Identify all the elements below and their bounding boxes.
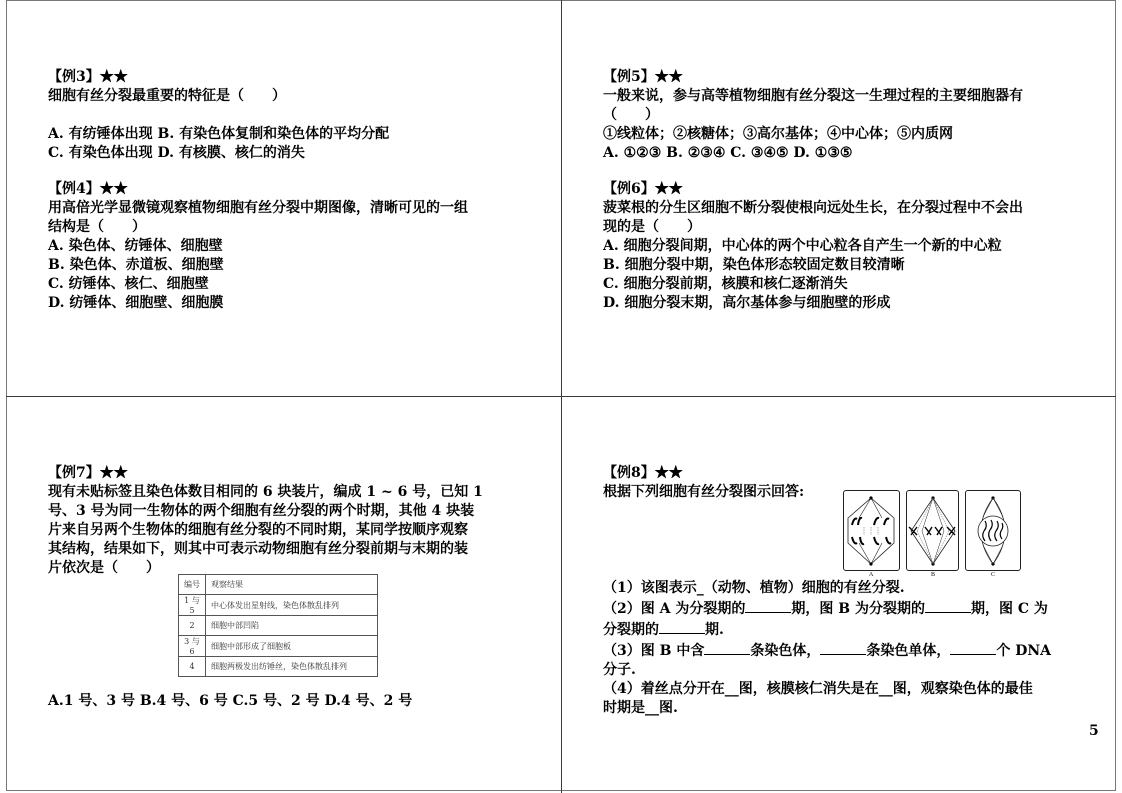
question-text: 现有未贴标签且染色体数目相同的 6 块装片，编成 1 ~ 6 号，已知 1 <box>48 484 483 500</box>
difficulty-stars: ★★ <box>99 465 128 481</box>
organelle-list: ①线粒体；②核糖体；③高尔基体；④中心体；⑤内质网 <box>603 126 953 142</box>
table-cell: 细胞中部形成了细胞板 <box>206 636 378 657</box>
table-cell: 中心体发出星射线，染色体散乱排列 <box>206 595 378 616</box>
options-line: A. 有纺锤体出现 B. 有染色体复制和染色体的平均分配 <box>48 126 390 142</box>
question-text: 片来自另两个生物体的细胞有丝分裂的不同时期，某同学按顺序观察 <box>48 522 468 538</box>
option-b: B. 细胞分裂中期，染色体形态较固定数目较清晰 <box>603 257 905 273</box>
difficulty-stars: ★★ <box>654 69 683 85</box>
options-line: A. ①②③ B. ②③④ C. ③④⑤ D. ①③⑤ <box>603 145 853 161</box>
example-7-answers: A.1 号、3 号 B.4 号、6 号 C.5 号、2 号 D.4 号、2 号 <box>48 693 413 709</box>
text: 期，图 C 为 <box>970 601 1048 617</box>
text: 条染色体， <box>750 643 821 659</box>
example-6 <box>603 180 1023 313</box>
option-b: B. 染色体、赤道板、细胞壁 <box>48 257 224 273</box>
example-label: 【例3】 <box>48 69 100 85</box>
example-label: 【例8】 <box>603 465 655 481</box>
option-a: A. 细胞分裂间期，中心体的两个中心粒各自产生一个新的中心粒 <box>603 238 1002 254</box>
answer-blank[interactable] <box>925 598 971 613</box>
options-line: C. 有染色体出现 D. 有核膜、核仁的消失 <box>48 145 305 161</box>
difficulty-stars: ★★ <box>99 69 128 85</box>
example-7-heading <box>48 464 483 483</box>
question-text: 用高倍光学显微镜观察植物细胞有丝分裂中期图像，清晰可见的一组 <box>48 200 468 216</box>
question-text: 现的是（ ） <box>603 219 701 235</box>
question-text: 一般来说，参与高等植物细胞有丝分裂这一生理过程的主要细胞器有 <box>603 88 1023 104</box>
question-text: 结构是（ ） <box>48 219 146 235</box>
subquestion-3 <box>603 640 1051 661</box>
example-label: 【例7】 <box>48 465 100 481</box>
question-text: 菠菜根的分生区细胞不断分裂使根向远处生长，在分裂过程中不会出 <box>603 200 1023 216</box>
option-d: D. 纺锤体、细胞壁、细胞膜 <box>48 295 224 311</box>
cell-diagram-a <box>843 490 900 571</box>
figure-label-c: C <box>991 572 996 578</box>
example-8 <box>603 464 804 502</box>
table-cell: 4 <box>179 657 206 677</box>
example-6-heading <box>603 180 1023 199</box>
example-7 <box>48 464 483 578</box>
question-intro: 根据下列细胞有丝分裂图示回答: <box>603 484 805 500</box>
example-label: 【例5】 <box>603 69 655 85</box>
example-5 <box>603 68 1023 163</box>
cell-diagram-b <box>906 490 959 571</box>
subquestion-3-cont: 分子. <box>603 662 636 678</box>
table-cell: 1 与 5 <box>179 595 206 616</box>
table-row <box>179 595 378 616</box>
answer-blank[interactable] <box>950 640 996 655</box>
subquestion-2-cont <box>603 619 1051 640</box>
subquestion-2 <box>603 598 1051 619</box>
example-4-heading <box>48 180 468 199</box>
option-c: C. 纺锤体、核仁、细胞壁 <box>48 276 209 292</box>
table-row <box>179 657 378 677</box>
figure-label-a: A <box>869 572 874 578</box>
answer-blank[interactable] <box>704 640 750 655</box>
text: 分裂期的 <box>603 622 659 638</box>
subquestion-1: （1）该图表示_（动物、植物）细胞的有丝分裂. <box>603 580 905 596</box>
subquestion-4: （4）着丝点分开在__图，核膜核仁消失是在__图，观察染色体的最佳 <box>603 681 1033 697</box>
text: 期，图 B 为分裂期的 <box>791 601 925 617</box>
observation-table <box>178 574 378 677</box>
prophase-cell-icon <box>966 491 1020 570</box>
option-c: C. 细胞分裂前期，核膜和核仁逐渐消失 <box>603 276 848 292</box>
table-cell: 2 <box>179 616 206 636</box>
table-row <box>179 616 378 636</box>
mitosis-figure <box>843 490 1023 580</box>
text: 条染色单体， <box>866 643 951 659</box>
example-4 <box>48 180 468 313</box>
question-text: 号、3 号为同一生物体的两个细胞有丝分裂的两个时期，其他 4 块装 <box>48 503 475 519</box>
table-header-row <box>179 575 378 595</box>
text: （3）图 B 中含 <box>603 643 705 659</box>
question-text: 其结构，结果如下，则其中可表示动物细胞有丝分裂前期与末期的装 <box>48 541 468 557</box>
option-d: D. 细胞分裂末期，高尔基体参与细胞壁的形成 <box>603 295 891 311</box>
cell-diagram-c <box>965 490 1021 571</box>
example-8-heading <box>603 464 804 483</box>
metaphase-cell-icon <box>907 491 958 570</box>
table-header: 编号 <box>179 575 206 595</box>
difficulty-stars: ★★ <box>654 181 683 197</box>
question-text: （ ） <box>603 107 659 123</box>
answer-blank[interactable] <box>745 598 791 613</box>
table-cell: 细胞中部凹陷 <box>206 616 378 636</box>
example-3 <box>48 68 389 163</box>
question-text: 细胞有丝分裂最重要的特征是（ ） <box>48 88 286 104</box>
table-header: 观察结果 <box>206 575 378 595</box>
answer-blank[interactable] <box>820 640 866 655</box>
subquestion-4-cont: 时期是__图. <box>603 700 678 716</box>
table-cell: 细胞两极发出纺锤丝，染色体散乱排列 <box>206 657 378 677</box>
question-text: 片依次是（ ） <box>48 560 160 576</box>
table-row <box>179 636 378 657</box>
anaphase-cell-icon <box>844 491 899 570</box>
text: 个 DNA <box>996 643 1052 659</box>
difficulty-stars: ★★ <box>99 181 128 197</box>
table-cell: 3 与 6 <box>179 636 206 657</box>
example-8-subquestions <box>603 579 1051 718</box>
option-a: A. 染色体、纺锤体、细胞壁 <box>48 238 223 254</box>
text: （2）图 A 为分裂期的 <box>603 601 746 617</box>
page-number: 5 <box>1089 723 1099 739</box>
example-label: 【例6】 <box>603 181 655 197</box>
figure-label-b: B <box>931 572 936 578</box>
difficulty-stars: ★★ <box>654 465 683 481</box>
horizontal-divider <box>6 396 1116 397</box>
example-label: 【例4】 <box>48 181 100 197</box>
example-5-heading <box>603 68 1023 87</box>
answer-blank[interactable] <box>659 619 705 634</box>
example-3-heading <box>48 68 389 87</box>
text: 期. <box>705 622 724 638</box>
